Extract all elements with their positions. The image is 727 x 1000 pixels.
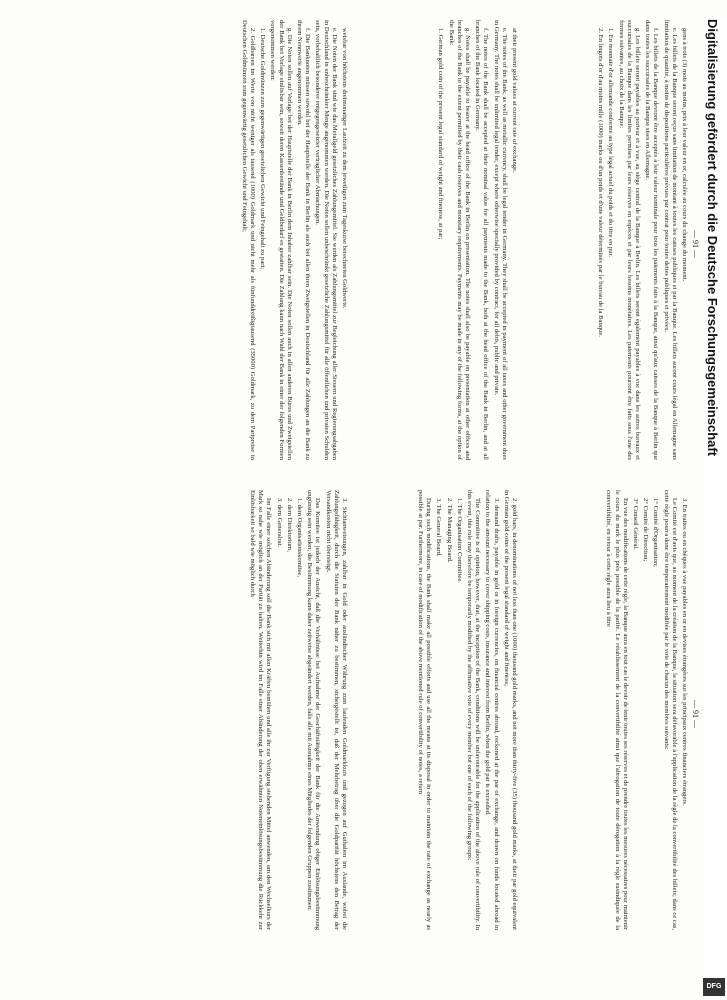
english-list-item: 2. gold bars, in denominations of not less than one (1000) thousand gold marks, and not more than thirty-five (35) thousand gold marks, at their par gold equivalent in German gold coins of the present legal standard of weight and fineness;: [502, 490, 518, 930]
french-paragraph: gens à trois (3) mois au moins, prix à leur valeur en or, calculée au cours du change du moment.: [681, 28, 688, 282]
digitization-banner: [703, 18, 727, 998]
english-list-item: 2. The Managing Board.: [445, 498, 453, 563]
french-list-item: 1. En monnaie d'or allemande conforme au type légal actuel du poids et du titre en pur.: [607, 28, 615, 257]
page-number-right: — 91 —: [691, 700, 700, 728]
french-column-part1: [523, 20, 688, 460]
english-list-item: 1. The Organisation Committee.: [455, 498, 463, 583]
german-paragraph: Im Falle einer solchen Abänderung soll die Bank sich mit allen Kräften bemühen und alle ihr zur Verfügung stehenden Mittel anwenden, um den Wechselkurs der Mark so nahe wie möglich an der Parität zu halten. Weiterhin wird im Falle einer Abänderung der oben erwähnten Noteneinlösungsbestimmung die Rückkehr zur Einlösbarkeit so bald wie möglich durch: [248, 490, 273, 930]
french-list-item: 1° Comité d'Organisation;: [652, 498, 660, 567]
french-column-part2: [523, 490, 688, 930]
english-column-part1: [353, 20, 518, 460]
german-list-item: 1. Deutsche Goldmünzen zum gegenwärtigen gesetzlichen Gewicht und Feingehalt zu pari;: [259, 28, 267, 270]
german-list-item: 3. dem Generalrat.: [275, 498, 283, 548]
german-paragraph: f. Die Banknoten müssen sowohl bei der Hauptstelle der Bank in Berlin als auch bei allen ihren Zweigstellen in Deutschland für alle Zahlungen an die Bank zu ihrem Nennwerte angenommen werden.: [295, 20, 312, 460]
german-paragraph: e. Die Noten der Bank sind wie das Metallgeld gesetzliches Zahlungsmittel. Sie werden als Zahlungsmittel zur Begleichung aller Steuern und Regierungsabgaben in Deutschland in unbeschränkter Menge angenommen werden. Die Noten sollen unbeschränkt gesetzliche Zahlungsmittel für alle öffentlichen und privaten Schulden sein, vorbehaltlich besonderer entgegengesetzter vertraglicher Abmachungen.: [314, 20, 338, 460]
german-paragraph: Das Komitee ist jedoch der Ansicht, daß die Verhältnisse bei Aufnahme der Geschäftstätigkeit der Bank für die Anwendung obiger Einlösungsbestimmung ungünstig sein werden; die Bestimmung kann daher zeitweise abgeändert werden, falls alle mit Ausnahme eines Mitgliedes der folgenden Gruppen zustimmen:: [306, 490, 322, 930]
english-list-item: 3. demand drafts, payable in gold or in foreign currencies, on financial centres abroad, reckoned at the par of exchange, and drawn on funds located abroad in relation to the amount necessary to cover shipping costs, insurance and interest from Berlin, when the gold par is exceeded.: [484, 490, 500, 930]
page-number-left: — 91 —: [691, 230, 700, 258]
german-list-item: 3. Sichtanweisungen, zahlbar in Gold oder ausländischer Währung zum laufenden Goldmarkkurs und gezogen auf Guthaben im Auslande, wobei die Zahlungsfähigkeit, durch die Statuten der Bank näher zu bestimmen, sichergestellt ist, daß der Mehrbetrag über die Goldparität höchstens den Betrag der Versandkosten nicht übersteigt.: [324, 490, 348, 930]
english-paragraph: at their present gold values at current rate of exchange.: [511, 28, 518, 173]
english-column-part2: [353, 490, 518, 930]
english-list-item: 1. German gold coin of the present legal standard of weight and fineness, at par;: [437, 28, 445, 240]
english-paragraph: g. Notes shall be payable to bearer at the head office of the Bank in Berlin on presentation. The notes shall also be payable on presentation at other offices and branches of the Bank to the extent permitted by their cash reserves and monetary requirements. Payments may be made in any of the following forms, at the option of the Bank:: [447, 20, 471, 460]
french-list-item: 2° Comité de Direction;: [642, 498, 650, 562]
french-paragraph: g. Les billets seront payables au porteur et à vue, au siège central de la Banque à Berlin. Les billets seront également payables à vue dans les autres bureaux et succursales de la Banque dans les limites permises par leurs réserves en espèces et par leurs besoins monétaires. Les paiements pourront être faits sous l'une des formes suivantes, au choix de la Banque:: [617, 20, 641, 460]
german-list-item: 2. Goldbarren im Werte von nicht weniger als tausend (1000) Goldmark und nicht mehr als fünfunddreißigtausend (35000) Goldmark, zu dem Paripreise in Deutschen Goldmünzen zum gegenwärtig gesetzlichen Gewicht und Feingehalt;: [240, 20, 256, 460]
french-paragraph: f. Les billets de la Banque devront être acceptés à leur valeur nominale pour tous les paiements faits à la Banque, ainsi qu'aux caisses de la Banque à Berlin que dans toutes les succursales de la Banque sises en Allemagne.: [644, 20, 660, 460]
french-paragraph: 3. En traites ou en chèques à vue payables en or en devises étrangères sur les principaux centres financiers étrangers.: [681, 498, 688, 806]
german-column-part2: [178, 490, 348, 930]
french-paragraph: Le Comité est d'avis que, au moment de la création de la Banque, la situation sera défavorable à l'application de la règle de la convertibilité des billets; dans ce cas, cette règle pourra donc être temporairement modifiée par le vote de chacun des membres suivants:: [662, 490, 678, 930]
english-paragraph: f. The notes of the Bank shall be accepted at their nominal value for all payments made to the Bank, both at the head office of the Bank in Berlin, and at all branches of the Bank located in Germany.: [474, 20, 490, 460]
french-paragraph: e. Les billets de la Banque seront reçus sans limitation de montant à toutes les caisses publiques et par la Banque. Les billets auront cours légal en Allemagne sans limitation de quantité, à moins de dispositions particulières prévues par contrat pour toutes dettes publiques et privées.: [662, 20, 678, 460]
german-list-item: 1. dem Organisationskomitee,: [295, 498, 303, 577]
dfg-logo: DFG: [703, 978, 725, 996]
french-paragraph: En vue des modifications de cette règle, la Banque aura en tout cas le devoir de tenir toutes ses réserves et de prendre toutes les mesures nécessaires pour maintenir le cours du mark le plus près possible de la parité. Le rétablissement de la convertibilité ainsi que l'abrogation de toute dérogation à la règle susindiquée de la convertibilité, en retour à cette règle aura lieu à titre: [605, 490, 629, 930]
digitization-credit: Digitalisierung gefördert durch die Deutsche Forschungsgemeinschaft: [705, 19, 720, 457]
english-paragraph: The Committee is of opinion, however, that, at the inception of the Bank, conditions will be unfavourable for the application of the above rule of convertibility. In this event, this rule may therefore be temporarily modified by the affirmative vote of every member but one of each of the following groups:: [465, 490, 482, 930]
rotated-page-content: [10, 20, 700, 950]
english-paragraph: e. The notes of the Bank, as well as metallic currency, shall be legal tender in Germany. They shall be accepted in payment of all taxes and other government dues in Germany. The notes shall be unlimited legal tender, except where otherwise specially provided by contract, for all debts, public and private.: [492, 20, 508, 460]
german-column-part1: [178, 20, 348, 460]
german-list-item: 2. dem Direktorium,: [285, 498, 293, 552]
french-list-item: 3° Conseil Général.: [631, 498, 639, 550]
french-list-item: 2. En lingots d'or d'au moins mille (1000) marks ou d'un poids et d'une valeur déterminés par le bureau de la Banque.: [597, 28, 605, 337]
german-paragraph: g. Die Noten sollen auf Vorlage bei der Hauptstelle der Bank in Berlin dem Inhaber zahlbar sein. Die Noten sollen auch in allen anderen Büros und Zweigstellen der Bank bei Vorlage einlösbar sein, soweit deren Kassenbestände und Geldbedarf es gestatten. Die Zahlung kann nach Wahl der Bank in einer der folgenden Formen vorgenommen werden:: [269, 20, 293, 460]
english-list-item: 3. The General Board.: [435, 498, 443, 557]
german-paragraph: weisbar von höchstens dreimonatiger Laufzeit zu dem jeweiligen zum Tageskurse berechneten Goldwerte.: [341, 28, 348, 309]
english-paragraph: During such modifications, the Bank shall make all possible efforts and use all the means at its disposal in order to maintain the rate of exchange as nearly as possible at par. Furthermore, in case of modification of the above mentioned rule of convertibility of notes, a return: [416, 490, 433, 930]
